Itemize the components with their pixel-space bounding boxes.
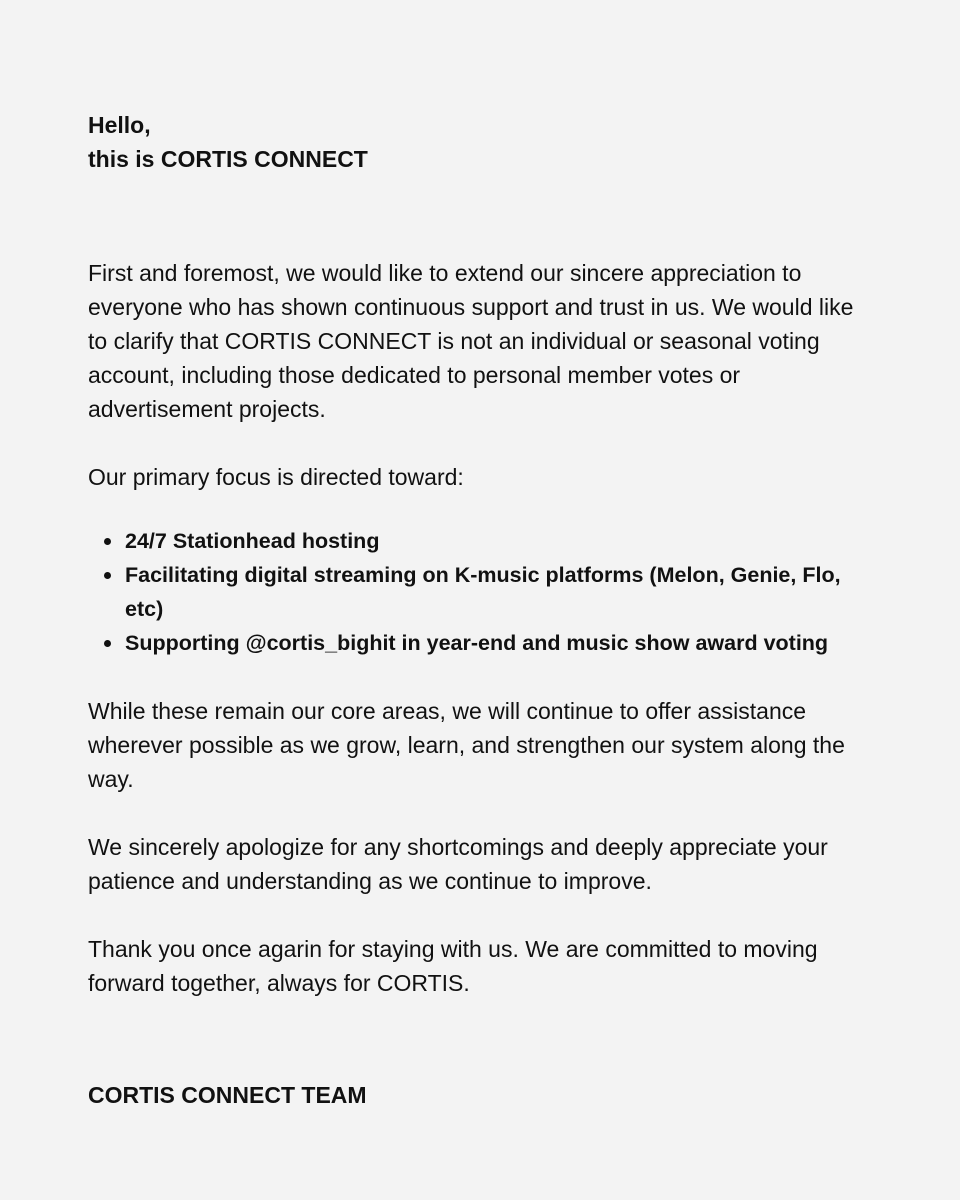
signature: CORTIS CONNECT TEAM: [88, 1082, 367, 1108]
bullet-icon: [104, 538, 111, 545]
focus-item-label: Supporting @cortis_bighit in year-end and music show award voting: [125, 631, 829, 655]
focus-item-label: Facilitating digital streaming on K-music platforms (Melon, Genie, Flo, etc): [125, 563, 841, 621]
bullet-icon: [104, 572, 111, 579]
focus-list-item: [125, 626, 872, 660]
intro-paragraph: First and foremost, we would like to extend our sincere appreciation to everyone who has shown continuous support and trust in us. We would like to clarify that CORTIS CONNECT is not an individual or seasonal voting account, including those dedicated to personal member votes or advertisement projects.: [88, 260, 854, 422]
bullet-icon: [104, 640, 111, 647]
apology-paragraph: We sincerely apologize for any shortcomings and deeply appreciate your patience and understanding as we continue to improve.: [88, 834, 828, 894]
focus-list-item: [125, 558, 872, 626]
core-areas-paragraph: While these remain our core areas, we will continue to offer assistance wherever possible as we grow, learn, and strengthen our system along the way.: [88, 698, 845, 792]
focus-item-label: 24/7 Stationhead hosting: [125, 529, 380, 553]
greeting-line-1: Hello,: [88, 112, 151, 138]
focus-list-item: [125, 524, 872, 558]
focus-lead-paragraph: Our primary focus is directed toward:: [88, 464, 464, 490]
greeting-heading: [88, 108, 872, 176]
greeting-line-2: this is CORTIS CONNECT: [88, 146, 368, 172]
thanks-paragraph: Thank you once agarin for staying with us. We are committed to moving forward together, always for CORTIS.: [88, 936, 818, 996]
focus-list: [88, 524, 872, 660]
